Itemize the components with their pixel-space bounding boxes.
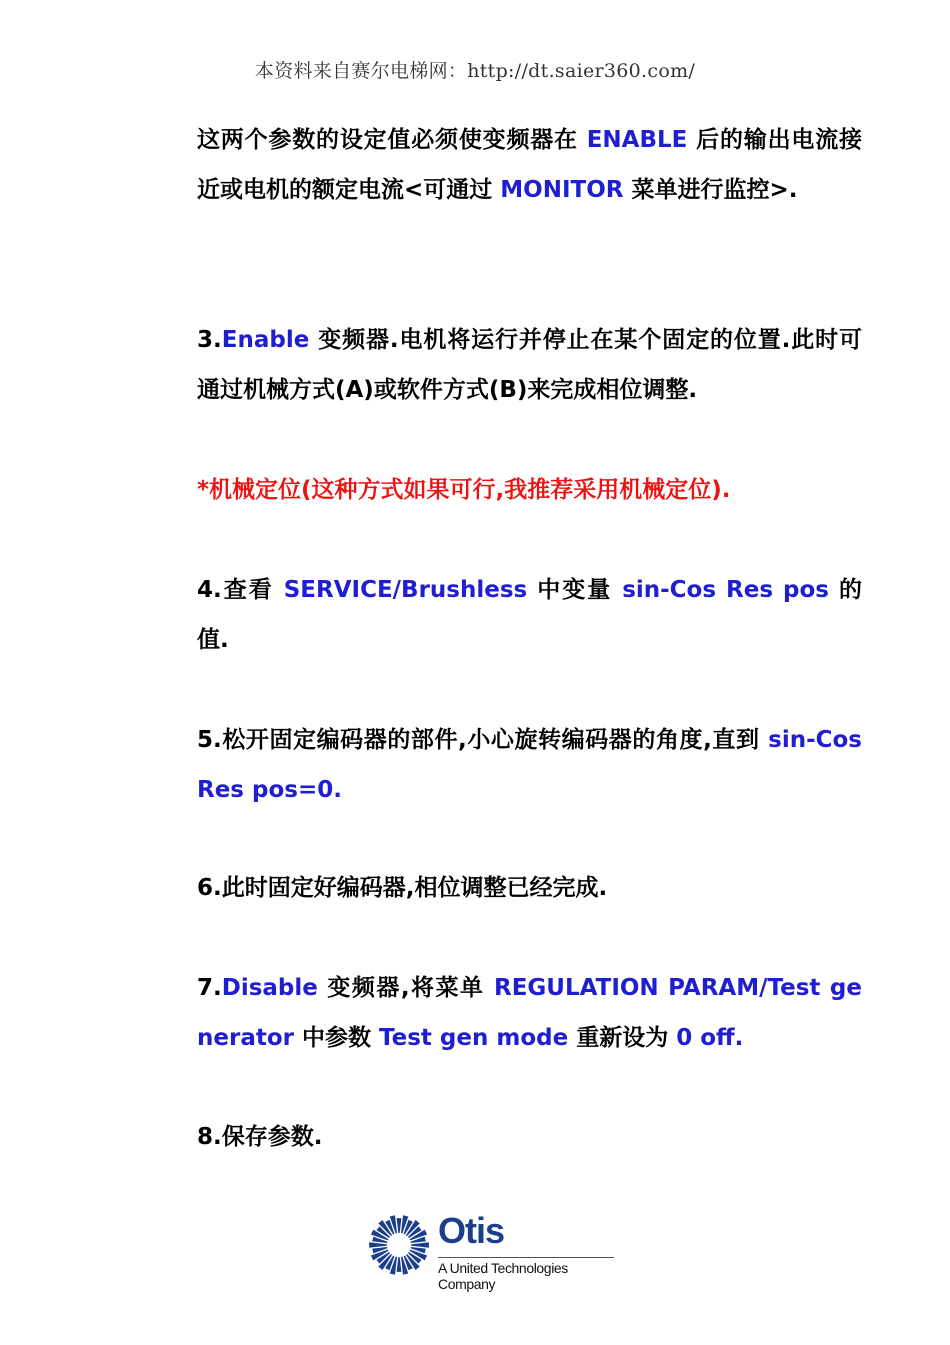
keyword-monitor: MONITOR — [500, 177, 624, 203]
step-4-number: 4. — [197, 577, 222, 603]
otis-tagline: A United Technologies Company — [438, 1260, 568, 1292]
step-3-text: 变频器.电机将运行并停止在某个固定的位置.此时可通过机械方式(A)或软件方式(B)来完成相位调整. — [197, 327, 862, 403]
p1-text-3: 菜单进行监控>. — [623, 177, 798, 203]
step-5-number: 5. — [197, 727, 222, 753]
keyword-service-brushless: SERVICE/Brushless — [283, 577, 528, 603]
p1-text-2: 后的输出电流接近或电机的额定电流<可通过 — [197, 127, 862, 203]
mechanical-positioning-note: *机械定位(这种方式如果可行,我推荐采用机械定位). — [197, 477, 731, 503]
otis-logo — [368, 1210, 618, 1292]
step-4-text-2: 中变量 — [527, 577, 623, 603]
step-6-text: 此时固定好编码器,相位调整已经完成. — [221, 875, 608, 901]
keyword-enable-step3: Enable — [221, 327, 310, 353]
step-7-number: 7. — [197, 975, 222, 1001]
keyword-sincos-res-pos: sin-Cos Res pos — [622, 577, 829, 603]
keyword-regulation-param: REGULATION PARAM/Test generator — [197, 975, 862, 1051]
keyword-zero-off: 0 off. — [676, 1025, 744, 1051]
step-4-text-1: 查看 — [221, 577, 284, 603]
keyword-test-gen-mode: Test gen mode — [379, 1025, 569, 1051]
paragraph-1 — [145, 115, 862, 215]
step-6-number: 6. — [197, 875, 222, 901]
step-3 — [145, 315, 862, 415]
step-7-text-2: 中参数 — [293, 1025, 379, 1051]
step-8 — [145, 1112, 862, 1162]
otis-brand-name: Otis — [438, 1210, 505, 1251]
keyword-disable: Disable — [221, 975, 318, 1001]
logo-divider — [438, 1257, 614, 1258]
step-6 — [145, 863, 862, 913]
step-7-text-3: 重新设为 — [568, 1025, 677, 1051]
source-header: 本资料来自赛尔电梯网：http://dt.saier360.com/ — [254, 60, 696, 82]
step-7 — [145, 963, 862, 1063]
step-8-number: 8. — [197, 1124, 222, 1150]
keyword-enable: ENABLE — [586, 127, 688, 153]
sunburst-ray — [397, 1218, 402, 1233]
step-8-text: 保存参数. — [221, 1124, 323, 1150]
step-3-number: 3. — [197, 327, 222, 353]
step-7-text-1: 变频器,将菜单 — [317, 975, 494, 1001]
otis-sunburst-icon — [368, 1212, 430, 1278]
step-5 — [145, 715, 862, 815]
p1-text-1: 这两个参数的设定值必须使变频器在 — [197, 127, 587, 153]
step-5-text: 松开固定编码器的部件,小心旋转编码器的角度,直到 — [221, 727, 769, 753]
step-4 — [145, 565, 862, 665]
sunburst-ray — [411, 1242, 429, 1247]
sunburst-ray — [369, 1242, 387, 1247]
keyword-sincos-zero: sin-Cos Res pos=0. — [197, 727, 862, 803]
step-4-text-3: 的值. — [197, 577, 862, 653]
sunburst-ray — [397, 1257, 402, 1272]
